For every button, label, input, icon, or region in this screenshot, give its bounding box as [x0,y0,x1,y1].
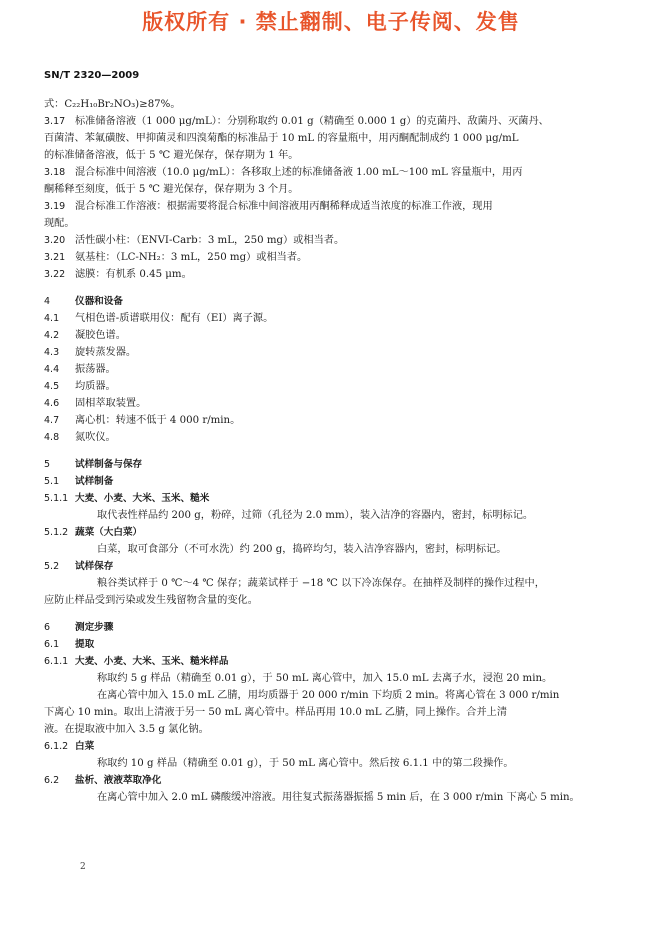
clause-text: 氨基柱：（LC-NH₂：3 mL，250 mg）或相当者。 [75,252,308,263]
section-heading [44,772,595,789]
continuation-line: 酮稀释至刻度，低于 5 ℃ 避光保存，保存期为 3 个月。 [44,184,299,195]
clause-number: 5.1.2 [44,527,69,538]
watermark-banner: 版权所有 · 禁止翻制、电子传阅、发售 [142,10,520,34]
clause-number: 3.21 [44,252,66,263]
clause-number: 5.1.1 [44,493,69,504]
clause-text: 氮吹仪。 [75,432,116,443]
heading-text: 大麦、小麦、大米、玉米、糙米 [75,493,210,504]
clause-item [44,378,595,395]
clause-text: 滤膜：有机系 0.45 μm。 [75,269,192,280]
clause-item [44,198,595,215]
clause-number: 5 [44,459,51,470]
clause-item [44,249,595,266]
clause-number: 3.22 [44,269,66,280]
paragraph-line: 取代表性样品约 200 g，粉碎，过筛（孔径为 2.0 mm），装入洁净的容器内，密封，标明标记。 [97,510,534,521]
clause-text: 固相萃取装置。 [75,398,147,409]
section-heading [44,738,595,755]
clause-number: 5.2 [44,561,60,572]
clause-item [44,266,595,283]
section-heading [44,524,595,541]
section-heading [44,636,595,653]
paragraph-line: 白菜，取可食部分（不可水洗）约 200 g，捣碎均匀，装入洁净容器内，密封，标明标记。 [97,544,507,555]
clause-item [44,232,595,249]
clause-number: 5.1 [44,476,60,487]
document-code: SN/T 2320—2009 [44,70,140,81]
section-heading [44,619,595,636]
clause-number: 6.1.1 [44,656,69,667]
section-heading [44,490,595,507]
heading-text: 测定步骤 [75,622,114,633]
clause-text: 均质器。 [75,381,116,392]
clause-text: 气相色谱-质谱联用仪：配有（EI）离子源。 [75,313,274,324]
clause-text: 活性碳小柱：（ENVI-Carb：3 mL，250 mg）或相当者。 [75,235,345,246]
clause-number: 4.5 [44,381,60,392]
paragraph-line: 在离心管中加入 15.0 mL 乙腈，用均质器于 20 000 r/min 下均质 2 min。将离心管在 3 000 r/min [97,690,560,701]
clause-item [44,361,595,378]
continuation-line: 下离心 10 min。取出上清液于另一 50 mL 离心管中。样品再用 10.0 mL 乙腈，同上操作。合并上清 [44,707,508,718]
continuation-line: 应防止样品受到污染或发生残留物含量的变化。 [44,595,258,606]
paragraph-line: 称取约 5 g 样品（精确至 0.01 g），于 50 mL 离心管中，加入 15.0 mL 去离子水，浸泡 20 min。 [97,673,553,684]
clause-number: 4.3 [44,347,60,358]
heading-text: 试样制备 [75,476,114,487]
text-line: 式：C₂₂H₁₀Br₂NO₃)≥87%。 [44,99,181,110]
clause-item [44,412,595,429]
clause-item [44,310,595,327]
clause-item [44,395,595,412]
clause-text: 混合标准工作溶液：根据需要将混合标准中间溶液用丙酮稀释成适当浓度的标准工作液，现用 [75,201,493,212]
clause-number: 6.1.2 [44,741,69,752]
continuation-line: 的标准储备溶液，低于 5 ℃ 避光保存，保存期为 1 年。 [44,150,299,161]
heading-text: 白菜 [75,741,95,752]
clause-number: 3.19 [44,201,66,212]
clause-text: 标准储备溶液（1 000 μg/mL）：分别称取约 0.01 g（精确至 0.000 1 g）的克菌丹、敌菌丹、灭菌丹、 [75,116,549,127]
clause-number: 4.4 [44,364,60,375]
clause-number: 6.2 [44,775,60,786]
clause-number: 4.6 [44,398,60,409]
clause-item [44,113,595,130]
clause-text: 振荡器。 [75,364,116,375]
clause-item [44,344,595,361]
clause-number: 6.1 [44,639,60,650]
clause-text: 离心机：转速不低于 4 000 r/min。 [75,415,241,426]
clause-text: 混合标准中间溶液（10.0 μg/mL）：各移取上述的标准储备液 1.00 mL～100 mL 容量瓶中，用丙 [75,167,523,178]
continuation-line: 液。在提取液中加入 3.5 g 氯化钠。 [44,724,209,735]
heading-text: 仪器和设备 [75,296,123,307]
clause-number: 4.7 [44,415,60,426]
section-heading [44,456,595,473]
heading-text: 盐析、液液萃取净化 [75,775,162,786]
clause-item [44,429,595,446]
clause-number: 4.1 [44,313,60,324]
clause-number: 4 [44,296,51,307]
clause-number: 4.2 [44,330,60,341]
section-heading [44,293,595,310]
paragraph-line: 在离心管中加入 2.0 mL 磷酸缓冲溶液。用往复式振荡器振摇 5 min 后，在 3 000 r/min 下离心 5 min。 [97,792,580,803]
heading-text: 试样制备与保存 [75,459,143,470]
clause-number: 3.18 [44,167,66,178]
clause-number: 3.20 [44,235,66,246]
heading-text: 提取 [75,639,95,650]
heading-text: 蔬菜（大白菜） [75,527,143,538]
paragraph-line: 称取约 10 g 样品（精确至 0.01 g），于 50 mL 离心管中。然后按 6.1.1 中的第二段操作。 [97,758,514,769]
clause-text: 旋转蒸发器。 [75,347,137,358]
clause-number: 4.8 [44,432,60,443]
section-heading [44,653,595,670]
document-body [44,96,595,806]
clause-number: 3.17 [44,116,66,127]
section-heading [44,558,595,575]
heading-text: 大麦、小麦、大米、玉米、糙米样品 [75,656,229,667]
clause-item [44,164,595,181]
clause-number: 6 [44,622,51,633]
section-heading [44,473,595,490]
heading-text: 试样保存 [75,561,114,572]
clause-item [44,327,595,344]
continuation-line: 百菌清、苯氟磺胺、甲抑菌灵和四溴菊酯的标准品于 10 mL 的容量瓶中，用丙酮配制成约 1 000 μg/mL [44,133,519,144]
paragraph-line: 粮谷类试样于 0 ℃～4 ℃ 保存；蔬菜试样于 −18 ℃ 以下冷冻保存。在抽样及制样的操作过程中， [97,578,545,589]
page-number: 2 [80,862,86,872]
continuation-line: 现配。 [44,218,75,229]
clause-text: 凝胶色谱。 [75,330,126,341]
